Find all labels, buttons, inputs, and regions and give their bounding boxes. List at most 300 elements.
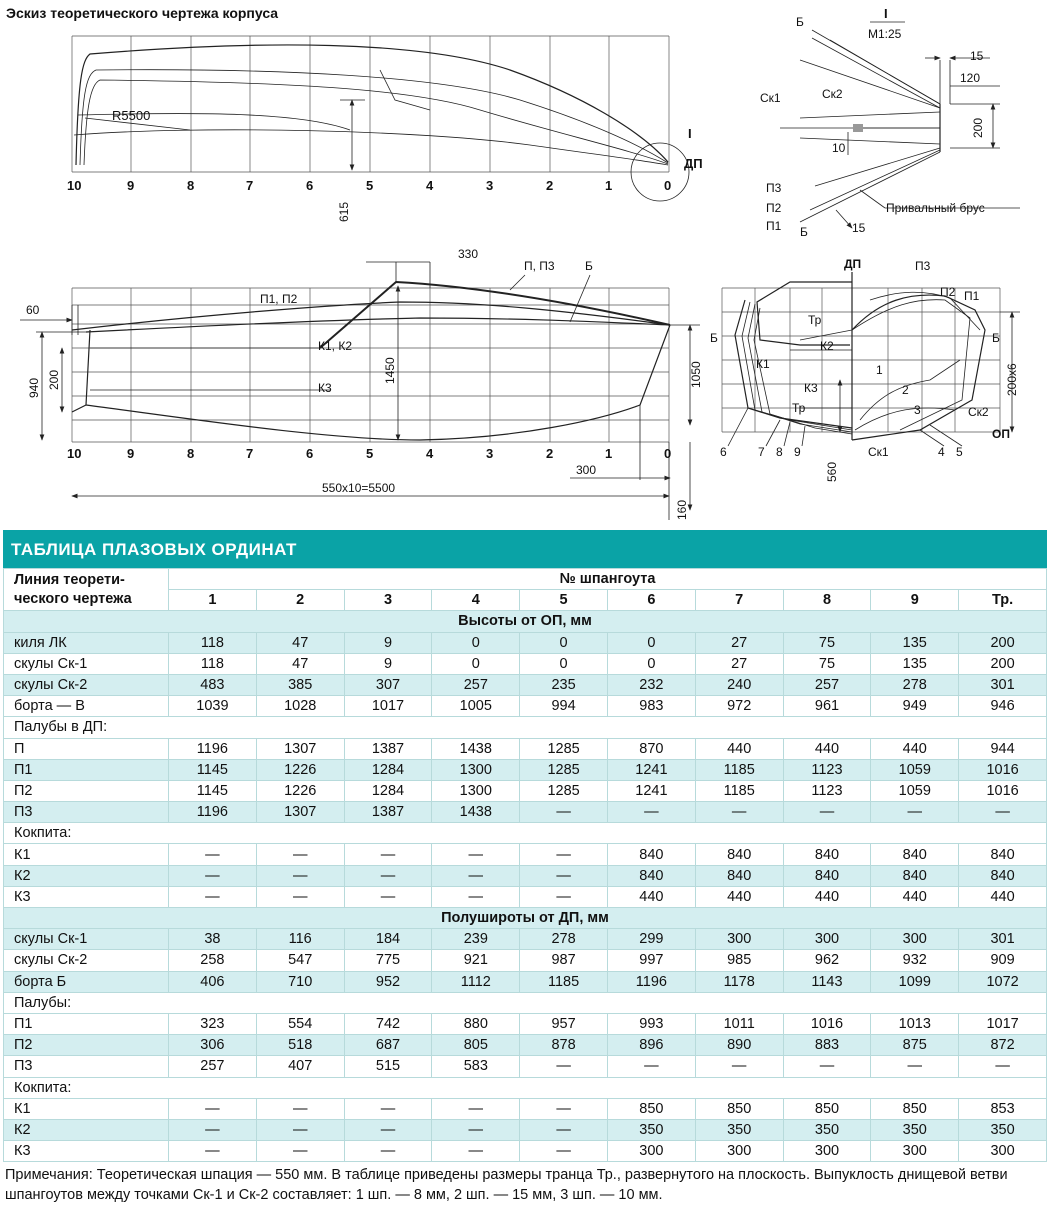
plaz-ordinates-table bbox=[3, 568, 1047, 1162]
table-cell: 235 bbox=[520, 674, 608, 695]
table-cell: 350 bbox=[783, 1119, 871, 1140]
body-plan bbox=[710, 257, 1020, 482]
detail-label: Ск2 bbox=[822, 87, 843, 101]
group-row bbox=[4, 717, 1047, 738]
table-cell: 47 bbox=[256, 653, 344, 674]
group-row bbox=[4, 823, 1047, 844]
table-cell: 1196 bbox=[169, 802, 257, 823]
frame-number-bottom: 4 bbox=[938, 445, 945, 459]
table-cell: 1196 bbox=[607, 971, 695, 992]
column-header: Тр. bbox=[959, 590, 1047, 611]
table-cell: 1123 bbox=[783, 780, 871, 801]
table-cell: 257 bbox=[432, 674, 520, 695]
table-cell: 1307 bbox=[256, 738, 344, 759]
table-cell: 47 bbox=[256, 632, 344, 653]
table-cell: 1285 bbox=[520, 759, 608, 780]
dim-330: 330 bbox=[458, 247, 479, 261]
table-row bbox=[4, 696, 1047, 717]
table-row bbox=[4, 780, 1047, 801]
table-cell: 850 bbox=[695, 1098, 783, 1119]
table-cell: 742 bbox=[344, 1013, 432, 1034]
table-cell: 0 bbox=[520, 632, 608, 653]
table-cell: 1143 bbox=[783, 971, 871, 992]
frame-number-inner: 1 bbox=[876, 363, 883, 377]
table-cell: 1016 bbox=[783, 1013, 871, 1034]
table-cell: — bbox=[344, 844, 432, 865]
table-cell: 1017 bbox=[959, 1013, 1047, 1034]
section-row bbox=[4, 611, 1047, 632]
table-cell: 710 bbox=[256, 971, 344, 992]
table-cell: 878 bbox=[520, 1035, 608, 1056]
table-cell: — bbox=[520, 802, 608, 823]
table-cell: 840 bbox=[695, 844, 783, 865]
table-cell: 949 bbox=[871, 696, 959, 717]
row-label: борта — В bbox=[4, 696, 169, 717]
side-label: Б bbox=[585, 259, 593, 273]
table-cell: 547 bbox=[256, 950, 344, 971]
frame-number: 0 bbox=[664, 178, 672, 193]
table-cell: — bbox=[871, 1056, 959, 1077]
table-cell: 1185 bbox=[520, 971, 608, 992]
frame-number-bottom: 6 bbox=[720, 445, 727, 459]
table-cell: — bbox=[607, 802, 695, 823]
row-label: К1 bbox=[4, 1098, 169, 1119]
dim-5500: 550х10=5500 bbox=[322, 481, 396, 495]
table-cell: 1112 bbox=[432, 971, 520, 992]
table-cell: 840 bbox=[871, 844, 959, 865]
dim-200x6: 200х6 bbox=[1005, 363, 1019, 396]
table-cell: 850 bbox=[607, 1098, 695, 1119]
table-cell: 518 bbox=[256, 1035, 344, 1056]
detail-label: П2 bbox=[766, 201, 782, 215]
radius-label: R5500 bbox=[112, 108, 151, 123]
frame-number: 1 bbox=[605, 446, 613, 461]
row-label: П3 bbox=[4, 802, 169, 823]
table-cell: 1300 bbox=[432, 780, 520, 801]
table-cell: 200 bbox=[959, 632, 1047, 653]
column-header: 3 bbox=[344, 590, 432, 611]
row-label: П2 bbox=[4, 1035, 169, 1056]
table-cell: 1011 bbox=[695, 1013, 783, 1034]
table-cell: 994 bbox=[520, 696, 608, 717]
table-cell: 870 bbox=[607, 738, 695, 759]
table-cell: 872 bbox=[959, 1035, 1047, 1056]
frame-number: 7 bbox=[246, 446, 254, 461]
table-cell: 952 bbox=[344, 971, 432, 992]
frame-number: 10 bbox=[67, 446, 82, 461]
table-cell: 258 bbox=[169, 950, 257, 971]
table-cell: — bbox=[783, 1056, 871, 1077]
frame-number-bottom: 5 bbox=[956, 445, 963, 459]
section-title: Полушироты от ДП, мм bbox=[4, 908, 1047, 929]
table-cell: 1226 bbox=[256, 759, 344, 780]
row-label: скулы Ск-1 bbox=[4, 653, 169, 674]
table-cell: 300 bbox=[783, 1141, 871, 1162]
table-cell: 1185 bbox=[695, 780, 783, 801]
table-cell: 257 bbox=[169, 1056, 257, 1077]
column-header: 4 bbox=[432, 590, 520, 611]
column-header: 5 bbox=[520, 590, 608, 611]
row-label: К2 bbox=[4, 1119, 169, 1140]
table-row bbox=[4, 632, 1047, 653]
table-cell: 0 bbox=[607, 653, 695, 674]
table-cell: — bbox=[520, 886, 608, 907]
table-cell: 440 bbox=[695, 886, 783, 907]
column-header: 8 bbox=[783, 590, 871, 611]
table-row bbox=[4, 674, 1047, 695]
table-cell: 1284 bbox=[344, 759, 432, 780]
table-row bbox=[4, 886, 1047, 907]
table-cell: 350 bbox=[607, 1119, 695, 1140]
frame-number: 4 bbox=[426, 178, 434, 193]
table-cell: 200 bbox=[959, 653, 1047, 674]
table-cell: — bbox=[169, 844, 257, 865]
table-cell: 38 bbox=[169, 929, 257, 950]
plan-frame-numbers bbox=[67, 178, 671, 193]
table-cell: 1145 bbox=[169, 780, 257, 801]
table-cell: 840 bbox=[783, 844, 871, 865]
table-cell: 957 bbox=[520, 1013, 608, 1034]
table-cell: 1099 bbox=[871, 971, 959, 992]
table-cell: 687 bbox=[344, 1035, 432, 1056]
table-cell: 278 bbox=[520, 929, 608, 950]
frame-number-inner: 3 bbox=[914, 403, 921, 417]
detail-label: П3 bbox=[766, 181, 782, 195]
table-cell: 407 bbox=[256, 1056, 344, 1077]
table-cell: 278 bbox=[871, 674, 959, 695]
table-cell: — bbox=[520, 1098, 608, 1119]
table-cell: 306 bbox=[169, 1035, 257, 1056]
frame-number: 1 bbox=[605, 178, 613, 193]
table-cell: 875 bbox=[871, 1035, 959, 1056]
row-label: киля ЛК bbox=[4, 632, 169, 653]
table-cell: — bbox=[169, 886, 257, 907]
table-cell: 1300 bbox=[432, 759, 520, 780]
detail-title: I bbox=[884, 6, 888, 21]
frame-number: 3 bbox=[486, 446, 494, 461]
frame-number: 8 bbox=[187, 178, 195, 193]
body-label: Ск2 bbox=[968, 405, 989, 419]
column-header: 7 bbox=[695, 590, 783, 611]
body-label: Б bbox=[992, 331, 1000, 345]
table-notes: Примечания: Теоретическая шпация — 550 мм. В таблице приведены размеры транца Тр., развернутого на плоскость. Выпуклость днищевой ветви шпангоутов между точками Ск-1 и Ск-2 составляет: 1 шп. — 8 мм, 2 шп. — 15 мм, 3 шп. — 10 мм. bbox=[5, 1167, 1008, 1204]
table-cell: 840 bbox=[871, 865, 959, 886]
table-cell: 300 bbox=[871, 929, 959, 950]
dim-300: 300 bbox=[576, 463, 597, 477]
table-cell: 993 bbox=[607, 1013, 695, 1034]
frame-number: 5 bbox=[366, 446, 374, 461]
table-cell: 909 bbox=[959, 950, 1047, 971]
frame-number: 9 bbox=[127, 178, 135, 193]
dim-10: 10 bbox=[832, 141, 846, 155]
table-cell: 962 bbox=[783, 950, 871, 971]
table-cell: 1016 bbox=[959, 780, 1047, 801]
row-label: борта Б bbox=[4, 971, 169, 992]
side-label: К1, К2 bbox=[318, 339, 352, 353]
dim-200: 200 bbox=[971, 117, 985, 138]
table-cell: 983 bbox=[607, 696, 695, 717]
body-label: К1 bbox=[756, 357, 770, 371]
table-cell: 1013 bbox=[871, 1013, 959, 1034]
table-row bbox=[4, 1056, 1047, 1077]
body-label: ОП bbox=[992, 427, 1010, 441]
table-cell: 1028 bbox=[256, 696, 344, 717]
table-cell: 1285 bbox=[520, 780, 608, 801]
table-cell: 350 bbox=[871, 1119, 959, 1140]
detail-label: Б bbox=[800, 225, 808, 239]
table-row bbox=[4, 950, 1047, 971]
table-cell: — bbox=[344, 1098, 432, 1119]
table-cell: 853 bbox=[959, 1098, 1047, 1119]
detail-label: П1 bbox=[766, 219, 782, 233]
frame-number: 8 bbox=[187, 446, 195, 461]
table-cell: 240 bbox=[695, 674, 783, 695]
table-cell: 350 bbox=[959, 1119, 1047, 1140]
table-cell: 883 bbox=[783, 1035, 871, 1056]
table-cell: — bbox=[432, 1119, 520, 1140]
table-cell: — bbox=[169, 1119, 257, 1140]
table-cell: — bbox=[695, 802, 783, 823]
body-label: П3 bbox=[915, 259, 931, 273]
table-row bbox=[4, 653, 1047, 674]
frame-number: 7 bbox=[246, 178, 254, 193]
body-label: ДП bbox=[844, 257, 862, 271]
table-cell: 299 bbox=[607, 929, 695, 950]
frame-number: 6 bbox=[306, 446, 314, 461]
table-cell: 385 bbox=[256, 674, 344, 695]
table-cell: 300 bbox=[783, 929, 871, 950]
sketch-title: Эскиз теоретического чертежа корпуса bbox=[6, 5, 279, 21]
table-cell: 1241 bbox=[607, 780, 695, 801]
frame-number: 4 bbox=[426, 446, 434, 461]
group-row bbox=[4, 1077, 1047, 1098]
table-cell: 118 bbox=[169, 653, 257, 674]
table-cell: 0 bbox=[432, 632, 520, 653]
table-cell: 9 bbox=[344, 632, 432, 653]
detail-label: Ск1 bbox=[760, 91, 781, 105]
table-cell: 1284 bbox=[344, 780, 432, 801]
plan-view bbox=[67, 36, 703, 222]
table-cell: 583 bbox=[432, 1056, 520, 1077]
table-cell: — bbox=[520, 1119, 608, 1140]
group-title: Кокпита: bbox=[4, 823, 1047, 844]
dim-615: 615 bbox=[337, 201, 351, 222]
frame-number: 2 bbox=[546, 446, 554, 461]
table-cell: 440 bbox=[871, 886, 959, 907]
row-label: К1 bbox=[4, 844, 169, 865]
table-cell: 406 bbox=[169, 971, 257, 992]
side-frame-numbers bbox=[67, 446, 671, 461]
table-cell: — bbox=[520, 844, 608, 865]
row-header: Линия теорети-ческого чертежа bbox=[4, 569, 169, 611]
body-label: Тр bbox=[808, 313, 822, 327]
frame-number-inner: 2 bbox=[902, 383, 909, 397]
frame-number: 10 bbox=[67, 178, 82, 193]
table-cell: 880 bbox=[432, 1013, 520, 1034]
body-label: Ск1 bbox=[868, 445, 889, 459]
table-cell: 75 bbox=[783, 653, 871, 674]
row-label: П2 bbox=[4, 780, 169, 801]
table-cell: 1123 bbox=[783, 759, 871, 780]
table-cell: 323 bbox=[169, 1013, 257, 1034]
table-cell: — bbox=[607, 1056, 695, 1077]
table-cell: — bbox=[256, 1119, 344, 1140]
table-cell: 805 bbox=[432, 1035, 520, 1056]
body-label: Б bbox=[710, 331, 718, 345]
frame-number: 3 bbox=[486, 178, 494, 193]
table-cell: 116 bbox=[256, 929, 344, 950]
dim-560: 560 bbox=[825, 461, 839, 482]
row-label: К3 bbox=[4, 1141, 169, 1162]
side-label: П1, П2 bbox=[260, 292, 298, 306]
body-label: П1 bbox=[964, 289, 980, 303]
dim-15b: 15 bbox=[852, 221, 866, 235]
row-label: К3 bbox=[4, 886, 169, 907]
table-cell: 135 bbox=[871, 653, 959, 674]
table-cell: 307 bbox=[344, 674, 432, 695]
table-cell: 300 bbox=[871, 1141, 959, 1162]
table-cell: 961 bbox=[783, 696, 871, 717]
table-cell: — bbox=[344, 1119, 432, 1140]
table-cell: — bbox=[344, 886, 432, 907]
table-cell: — bbox=[432, 1098, 520, 1119]
dim-60: 60 bbox=[26, 303, 40, 317]
table-cell: 1285 bbox=[520, 738, 608, 759]
detail-label: Привальный брус bbox=[886, 201, 985, 215]
table-cell: — bbox=[344, 865, 432, 886]
table-cell: — bbox=[520, 1056, 608, 1077]
table-cell: — bbox=[256, 1098, 344, 1119]
row-label: П1 bbox=[4, 759, 169, 780]
table-row bbox=[4, 1141, 1047, 1162]
detail-scale: М1:25 bbox=[868, 27, 902, 41]
dim-200-side: 200 bbox=[47, 369, 61, 390]
table-cell: — bbox=[256, 886, 344, 907]
frame-number: 0 bbox=[664, 446, 672, 461]
table-cell: 1005 bbox=[432, 696, 520, 717]
table-cell: 1196 bbox=[169, 738, 257, 759]
table-cell: — bbox=[959, 1056, 1047, 1077]
frame-number: 9 bbox=[127, 446, 135, 461]
table-cell: 184 bbox=[344, 929, 432, 950]
table-row bbox=[4, 1098, 1047, 1119]
plaz-table-block bbox=[3, 530, 1047, 1205]
table-cell: 1059 bbox=[871, 759, 959, 780]
table-cell: — bbox=[432, 886, 520, 907]
table-cell: 440 bbox=[783, 886, 871, 907]
group-title: Кокпита: bbox=[4, 1077, 1047, 1098]
frame-number-bottom: 7 bbox=[758, 445, 765, 459]
frame-number: 6 bbox=[306, 178, 314, 193]
side-label: К3 bbox=[318, 381, 332, 395]
table-cell: 75 bbox=[783, 632, 871, 653]
table-cell: 440 bbox=[783, 738, 871, 759]
table-row bbox=[4, 1119, 1047, 1140]
table-cell: — bbox=[783, 802, 871, 823]
table-cell: 890 bbox=[695, 1035, 783, 1056]
table-cell: 1039 bbox=[169, 696, 257, 717]
table-cell: 0 bbox=[432, 653, 520, 674]
table-cell: — bbox=[432, 865, 520, 886]
column-header: 2 bbox=[256, 590, 344, 611]
table-cell: 997 bbox=[607, 950, 695, 971]
side-label: П, П3 bbox=[524, 259, 555, 273]
column-header: 1 bbox=[169, 590, 257, 611]
table-cell: 0 bbox=[607, 632, 695, 653]
table-cell: 118 bbox=[169, 632, 257, 653]
table-cell: 440 bbox=[871, 738, 959, 759]
table-cell: 1387 bbox=[344, 738, 432, 759]
table-cell: 9 bbox=[344, 653, 432, 674]
dp-label: ДП bbox=[684, 156, 703, 171]
detail-view bbox=[760, 6, 1020, 239]
table-cell: 300 bbox=[695, 929, 783, 950]
column-header: 9 bbox=[871, 590, 959, 611]
table-cell: 554 bbox=[256, 1013, 344, 1034]
table-cell: — bbox=[959, 802, 1047, 823]
table-cell: — bbox=[871, 802, 959, 823]
body-label: П2 bbox=[940, 285, 956, 299]
dim-1450: 1450 bbox=[383, 357, 397, 384]
section-row bbox=[4, 908, 1047, 929]
group-title: Палубы в ДП: bbox=[4, 717, 1047, 738]
table-cell: 840 bbox=[607, 844, 695, 865]
column-header: 6 bbox=[607, 590, 695, 611]
dim-15a: 15 bbox=[970, 49, 984, 63]
row-label: К2 bbox=[4, 865, 169, 886]
table-cell: 1017 bbox=[344, 696, 432, 717]
table-cell: — bbox=[520, 1141, 608, 1162]
table-cell: 840 bbox=[607, 865, 695, 886]
table-cell: 300 bbox=[959, 1141, 1047, 1162]
dim-1050: 1050 bbox=[689, 361, 703, 388]
frame-number: 5 bbox=[366, 178, 374, 193]
dim-940: 940 bbox=[27, 377, 41, 398]
table-cell: 946 bbox=[959, 696, 1047, 717]
table-cell: 27 bbox=[695, 653, 783, 674]
table-cell: 350 bbox=[695, 1119, 783, 1140]
table-row bbox=[4, 971, 1047, 992]
table-row bbox=[4, 1013, 1047, 1034]
table-row bbox=[4, 1035, 1047, 1056]
frame-number-bottom: 9 bbox=[794, 445, 801, 459]
table-cell: 1145 bbox=[169, 759, 257, 780]
table-cell: — bbox=[256, 844, 344, 865]
table-cell: 1226 bbox=[256, 780, 344, 801]
row-label: скулы Ск-1 bbox=[4, 929, 169, 950]
hull-drawings bbox=[0, 0, 1049, 530]
row-label: П3 bbox=[4, 1056, 169, 1077]
table-cell: 944 bbox=[959, 738, 1047, 759]
table-cell: 300 bbox=[695, 1141, 783, 1162]
table-row bbox=[4, 738, 1047, 759]
table-cell: 987 bbox=[520, 950, 608, 971]
table-cell: 135 bbox=[871, 632, 959, 653]
table-cell: 1178 bbox=[695, 971, 783, 992]
table-cell: 301 bbox=[959, 674, 1047, 695]
table-cell: — bbox=[169, 865, 257, 886]
dim-120: 120 bbox=[960, 71, 981, 85]
table-cell: 896 bbox=[607, 1035, 695, 1056]
table-cell: 840 bbox=[959, 865, 1047, 886]
table-row bbox=[4, 865, 1047, 886]
table-cell: 440 bbox=[607, 886, 695, 907]
table-cell: 483 bbox=[169, 674, 257, 695]
table-cell: 932 bbox=[871, 950, 959, 971]
table-cell: — bbox=[169, 1141, 257, 1162]
body-label: К3 bbox=[804, 381, 818, 395]
frame-number-bottom: 8 bbox=[776, 445, 783, 459]
